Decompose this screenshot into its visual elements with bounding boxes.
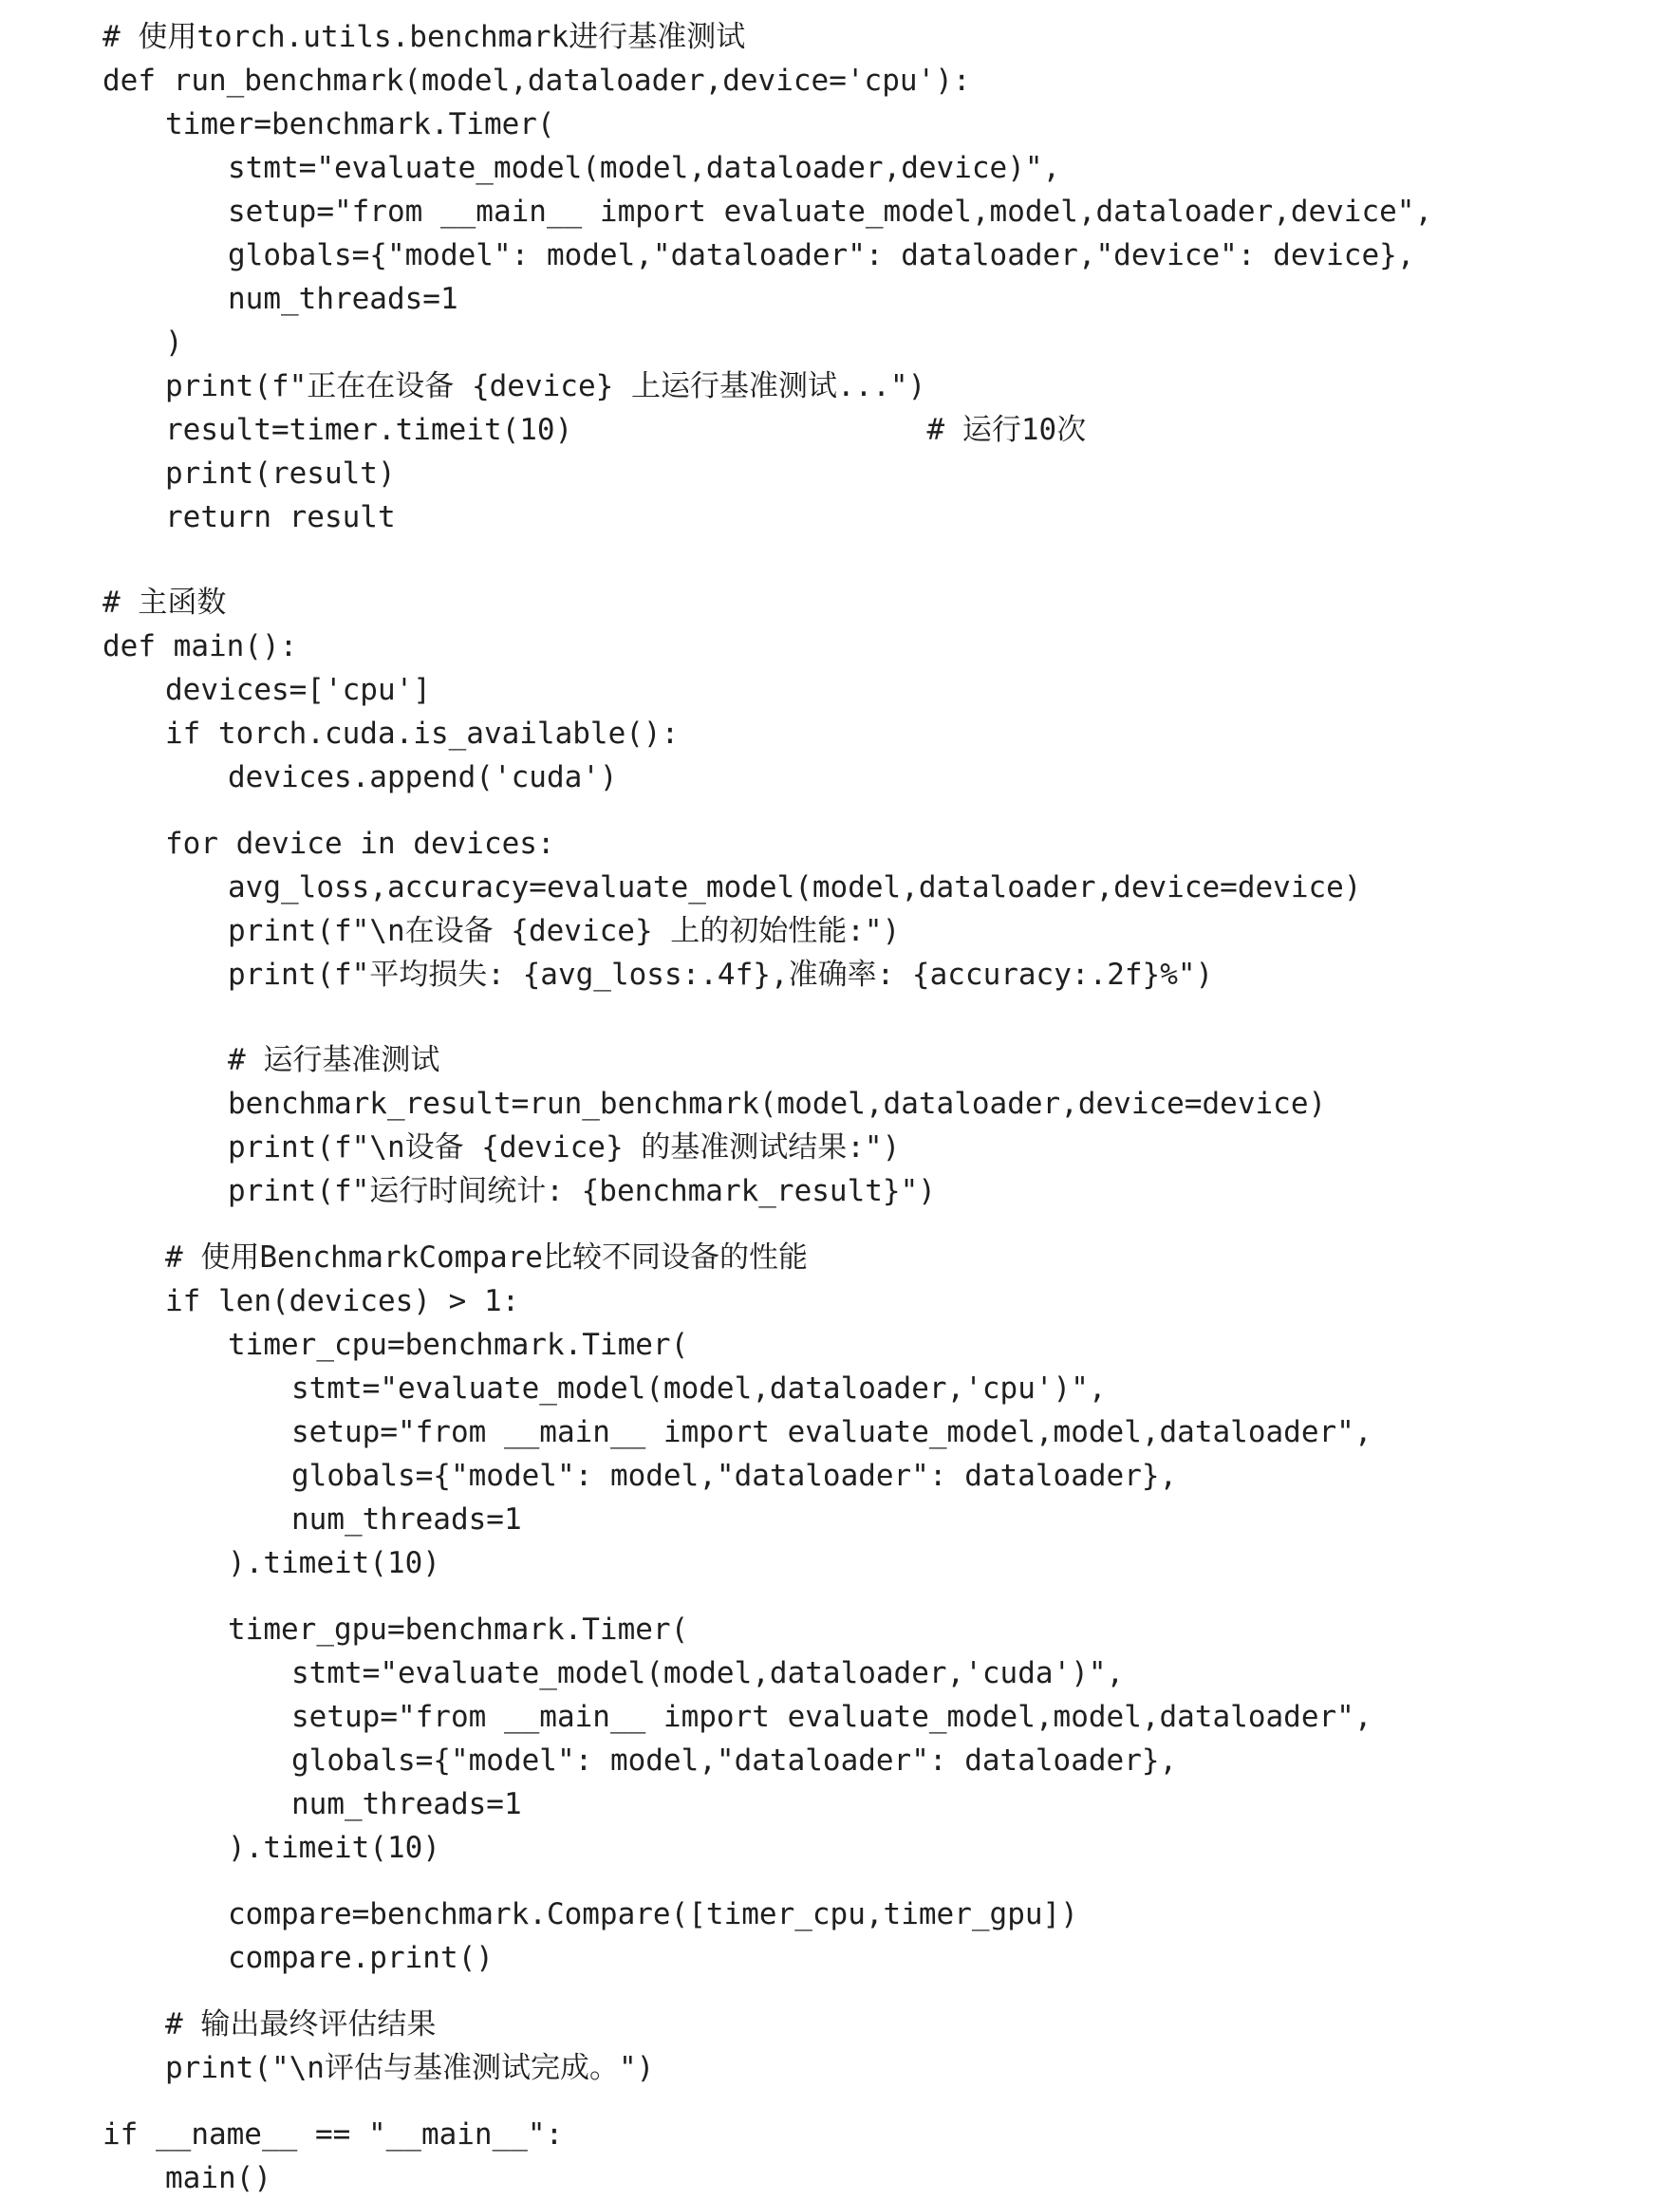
code-line: setup="from __main__ import evaluate_model,model,dataloader",	[291, 1415, 1372, 1449]
code-line: globals={"model": model,"dataloader": dataloader},	[291, 1459, 1178, 1493]
code-comment: # 运行基准测试	[228, 1043, 440, 1077]
code-line: for device in devices:	[165, 827, 555, 861]
code-line: if len(devices) > 1:	[165, 1284, 520, 1318]
code-line: timer=benchmark.Timer(	[165, 107, 555, 141]
code-comment: # 主函数	[103, 586, 227, 620]
code-line: timer_cpu=benchmark.Timer(	[228, 1328, 689, 1362]
code-line: print(f"正在在设备 {device} 上运行基准测试...")	[165, 369, 926, 403]
blank-line	[0, 1213, 1680, 1236]
code-line: )	[165, 326, 183, 360]
code-line: compare=benchmark.Compare([timer_cpu,timer_gpu])	[228, 1897, 1078, 1931]
code-line: print(f"平均损失: {avg_loss:.4f},准确率: {accuracy:.2f}%")	[228, 958, 1214, 992]
code-line: return result	[165, 500, 396, 534]
code-line: print(result)	[165, 457, 396, 491]
code-line: print(f"\n在设备 {device} 上的初始性能:")	[228, 914, 901, 948]
code-line: print(f"运行时间统计: {benchmark_result}")	[228, 1174, 936, 1208]
code-line: ).timeit(10)	[228, 1546, 440, 1580]
code-listing	[0, 15, 1680, 2200]
code-line: stmt="evaluate_model(model,dataloader,'cpu')",	[291, 1371, 1107, 1406]
code-line: num_threads=1	[291, 1502, 522, 1537]
code-line: stmt="evaluate_model(model,dataloader,device)",	[228, 151, 1061, 185]
code-comment: # 使用BenchmarkCompare比较不同设备的性能	[165, 1240, 808, 1275]
code-line: def main():	[103, 629, 298, 663]
blank-line	[0, 1585, 1680, 1608]
code-line: result=timer.timeit(10) # 运行10次	[165, 413, 1087, 447]
code-comment: # 使用torch.utils.benchmark进行基准测试	[103, 20, 746, 54]
code-line: num_threads=1	[291, 1787, 522, 1821]
code-line: def run_benchmark(model,dataloader,device='cpu'):	[103, 64, 971, 98]
code-line: main()	[165, 2161, 271, 2195]
code-line: stmt="evaluate_model(model,dataloader,'cuda')",	[291, 1656, 1125, 1690]
blank-line	[0, 539, 1680, 581]
code-line: num_threads=1	[228, 282, 458, 316]
code-line: if __name__ == "__main__":	[103, 2117, 564, 2152]
blank-line	[0, 799, 1680, 822]
code-line: print("\n评估与基准测试完成。")	[165, 2051, 655, 2085]
code-line: globals={"model": model,"dataloader": dataloader},	[291, 1743, 1178, 1778]
code-line: devices.append('cuda')	[228, 760, 618, 794]
blank-line	[0, 2090, 1680, 2113]
code-line: if torch.cuda.is_available():	[165, 717, 680, 751]
code-line: print(f"\n设备 {device} 的基准测试结果:")	[228, 1130, 901, 1165]
code-line: ).timeit(10)	[228, 1831, 440, 1865]
code-line: globals={"model": model,"dataloader": dataloader,"device": device},	[228, 238, 1415, 272]
code-line: benchmark_result=run_benchmark(model,dataloader,device=device)	[228, 1087, 1327, 1121]
code-comment: # 输出最终评估结果	[165, 2007, 437, 2042]
blank-line	[0, 1980, 1680, 2003]
code-line: devices=['cpu']	[165, 673, 431, 707]
blank-line	[0, 997, 1680, 1038]
code-line: timer_gpu=benchmark.Timer(	[228, 1613, 689, 1647]
code-line: compare.print()	[228, 1941, 494, 1975]
code-line: avg_loss,accuracy=evaluate_model(model,dataloader,device=device)	[228, 870, 1362, 904]
code-line: setup="from __main__ import evaluate_model,model,dataloader,device",	[228, 195, 1433, 229]
code-line: setup="from __main__ import evaluate_model,model,dataloader",	[291, 1700, 1372, 1734]
blank-line	[0, 1870, 1680, 1892]
